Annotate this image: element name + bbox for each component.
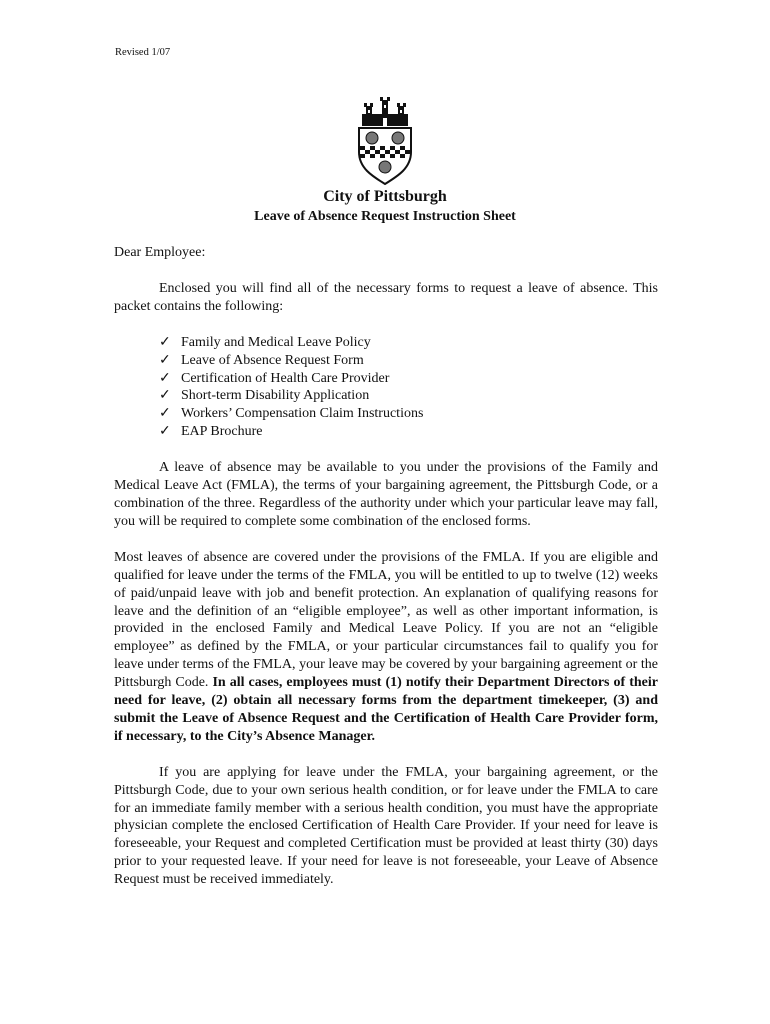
list-item — [159, 405, 658, 423]
check-icon: ✓ — [159, 424, 171, 440]
salutation: Dear Employee: — [114, 245, 206, 260]
list-item-label: EAP Brochure — [181, 424, 263, 440]
list-item — [159, 370, 658, 388]
list-item — [159, 352, 658, 370]
check-icon: ✓ — [159, 334, 171, 350]
check-icon: ✓ — [159, 352, 171, 368]
list-item — [159, 387, 658, 405]
revision-note: Revised 1/07 — [115, 47, 171, 58]
page-subtitle: Leave of Absence Request Instruction Sheet — [254, 209, 516, 224]
page-title: City of Pittsburgh — [323, 188, 447, 205]
list-item-label: Certification of Health Care Provider — [181, 370, 390, 386]
check-icon: ✓ — [159, 388, 171, 404]
list-item-label: Short-term Disability Application — [181, 388, 370, 404]
fmla-paragraph — [114, 549, 658, 746]
check-icon: ✓ — [159, 370, 171, 386]
list-item-label: Workers’ Compensation Claim Instructions — [181, 406, 424, 422]
letter-body — [114, 244, 658, 889]
check-icon: ✓ — [159, 406, 171, 422]
fmla-requirements-bold: In all cases, employees must (1) notify their Department Directors of their need for leave, (2) obtain all necessary forms from the department timekeeper, (3) and submit the Leave of Absence Request and the Certification of Health Care Provider form, if necessary, to the City’s Absence Manager. — [114, 675, 658, 744]
intro-paragraph: Enclosed you will find all of the necessary forms to request a leave of absence. This packet contains the following: — [114, 280, 658, 314]
fmla-paragraph-text: Most leaves of absence are covered under the provisions of the FMLA. If you are eligible and qualified for leave under the terms of the FMLA, you will be entitled to up to twelve (12) weeks of paid/unpaid leave with job and benefit protection. An explanation of qualifying reasons for leave and the definition of an “eligible employee”, as well as other important information, is provided in the enclosed Family and Medical Leave Policy. If you are not an “eligible employee” as defined by the FMLA, or your particular circumstances fail to qualify you for leave under terms of the FMLA, your leave may be covered by your bargaining agreement or the Pittsburgh Code. — [114, 549, 658, 691]
list-item — [159, 334, 658, 352]
availability-paragraph: A leave of absence may be available to you under the provisions of the Family and Medical Leave Act (FMLA), the terms of your bargaining agreement, the Pittsburgh Code, or a combination of the three. Regardless of the authority under which your particular leave may fall, you will be required to complete some combination of the enclosed forms. — [114, 460, 658, 529]
list-item-label: Leave of Absence Request Form — [181, 352, 364, 368]
list-item — [159, 423, 658, 441]
city-seal-logo — [354, 96, 416, 186]
list-item-label: Family and Medical Leave Policy — [181, 334, 371, 350]
applying-paragraph: If you are applying for leave under the FMLA, your bargaining agreement, or the Pittsburgh Code, due to your own serious health condition, or for leave under the FMLA to care for an immediate family member with a serious health condition, you must have the appropriate physician complete the enclosed Certification of Health Care Provider. If your need for leave is foreseeable, your Request and completed Certification must be provided at least thirty (30) days prior to your requested leave. If your need for leave is not foreseeable, your Leave of Absence Request must be received immediately. — [114, 764, 658, 888]
enclosure-list — [114, 334, 658, 441]
